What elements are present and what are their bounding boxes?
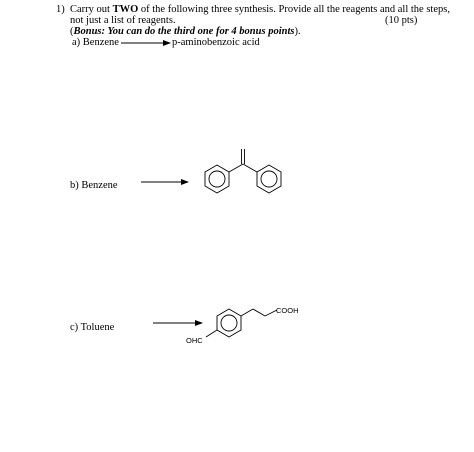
left-ring-aromatic-circle [209, 171, 225, 187]
question-instructions-continued: not just a list of reagents. [70, 15, 176, 26]
aldehyde-label: OHC [186, 336, 203, 345]
right-ring-aromatic-circle [261, 171, 277, 187]
bond-left-ring-to-center [229, 164, 243, 172]
part-a-product: p-aminobenzoic acid [172, 37, 260, 48]
chain-bond-3 [265, 310, 277, 316]
instructions-post: of the following three synthesis. Provide all the reagents and all the steps, [138, 4, 450, 15]
bonus-text: Bonus: You can do the third one for 4 bonus points [73, 26, 295, 37]
aldehyde-bond [206, 330, 217, 337]
part-b-product-structure [205, 149, 281, 193]
part-b-starting-material: b) Benzene [70, 180, 118, 191]
instructions-emphasis: TWO [112, 4, 139, 15]
benzene-ring-aromatic-circle [221, 315, 237, 331]
chain-bond-1 [241, 309, 253, 316]
bonus-open-paren: ( [70, 26, 74, 37]
bonus-close-paren: ). [294, 26, 301, 37]
carboxylic-acid-label: COOH [276, 306, 299, 315]
question-number: 1) [56, 4, 65, 15]
part-c-starting-material: c) Toluene [70, 322, 115, 333]
part-a-starting-material: a) Benzene [72, 37, 119, 48]
points-value: (10 pts) [385, 15, 418, 26]
bond-right-ring-to-center [243, 164, 257, 172]
instructions-pre: Carry out [70, 4, 113, 15]
part-c-product-structure [206, 309, 277, 337]
chain-bond-2 [253, 309, 265, 316]
